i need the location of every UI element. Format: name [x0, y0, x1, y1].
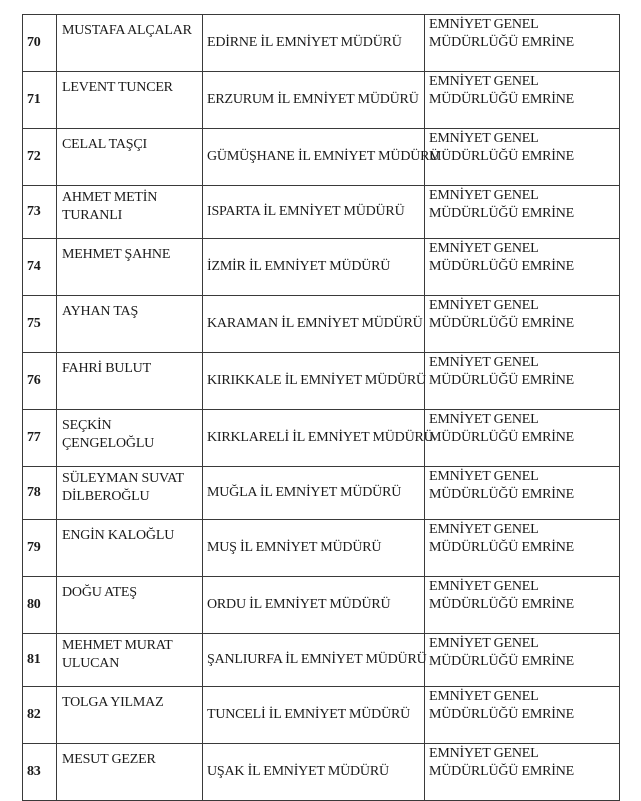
current-post: KARAMAN İL EMNİYET MÜDÜRÜ — [203, 296, 425, 353]
current-post: KIRIKKALE İL EMNİYET MÜDÜRÜ — [203, 353, 425, 410]
current-post: MUŞ İL EMNİYET MÜDÜRÜ — [203, 520, 425, 577]
current-post: GÜMÜŞHANE İL EMNİYET MÜDÜRÜ — [203, 129, 425, 186]
new-assignment-line: EMNİYET GENEL — [429, 298, 539, 313]
current-post: ŞANLIURFA İL EMNİYET MÜDÜRÜ — [203, 634, 425, 687]
row-number: 83 — [23, 744, 57, 801]
officer-name — [57, 577, 203, 634]
officer-name-line: MEHMET MURAT — [62, 638, 173, 653]
table-row — [23, 15, 620, 72]
new-assignment — [425, 634, 620, 687]
current-post: MUĞLA İL EMNİYET MÜDÜRÜ — [203, 467, 425, 520]
new-assignment-line: MÜDÜRLÜĞÜ EMRİNE — [429, 430, 574, 445]
officer-name — [57, 186, 203, 239]
table-row — [23, 687, 620, 744]
row-number: 75 — [23, 296, 57, 353]
row-number: 76 — [23, 353, 57, 410]
new-assignment-line: MÜDÜRLÜĞÜ EMRİNE — [429, 654, 574, 669]
officer-name — [57, 467, 203, 520]
officer-name — [57, 296, 203, 353]
table-row — [23, 520, 620, 577]
new-assignment-line: EMNİYET GENEL — [429, 579, 539, 594]
new-assignment-line: EMNİYET GENEL — [429, 412, 539, 427]
officer-name — [57, 520, 203, 577]
officer-name — [57, 15, 203, 72]
new-assignment-line: MÜDÜRLÜĞÜ EMRİNE — [429, 373, 574, 388]
row-number: 79 — [23, 520, 57, 577]
table-row — [23, 186, 620, 239]
new-assignment — [425, 186, 620, 239]
new-assignment-line: MÜDÜRLÜĞÜ EMRİNE — [429, 206, 574, 221]
officer-name-line: TURANLI — [62, 208, 123, 223]
current-post: ORDU İL EMNİYET MÜDÜRÜ — [203, 577, 425, 634]
row-number: 73 — [23, 186, 57, 239]
officer-name-line: LEVENT TUNCER — [62, 80, 173, 95]
new-assignment-line: EMNİYET GENEL — [429, 689, 539, 704]
table-row — [23, 467, 620, 520]
new-assignment-line: EMNİYET GENEL — [429, 636, 539, 651]
officer-name-line: ULUCAN — [62, 656, 120, 671]
new-assignment — [425, 687, 620, 744]
officer-name-line: SEÇKİN ÇENGELOĞLU — [62, 418, 155, 451]
new-assignment-line: EMNİYET GENEL — [429, 74, 539, 89]
new-assignment-line: MÜDÜRLÜĞÜ EMRİNE — [429, 149, 574, 164]
new-assignment-line: EMNİYET GENEL — [429, 188, 539, 203]
new-assignment-line: MÜDÜRLÜĞÜ EMRİNE — [429, 92, 574, 107]
officer-name — [57, 129, 203, 186]
new-assignment — [425, 72, 620, 129]
officer-name — [57, 410, 203, 467]
new-assignment-line: MÜDÜRLÜĞÜ EMRİNE — [429, 764, 574, 779]
new-assignment — [425, 520, 620, 577]
officer-name-line: MEHMET ŞAHNE — [62, 247, 171, 262]
appointment-table — [22, 14, 620, 801]
new-assignment-line: EMNİYET GENEL — [429, 469, 539, 484]
new-assignment-line: MÜDÜRLÜĞÜ EMRİNE — [429, 316, 574, 331]
new-assignment-line: MÜDÜRLÜĞÜ EMRİNE — [429, 35, 574, 50]
new-assignment — [425, 296, 620, 353]
current-post: UŞAK İL EMNİYET MÜDÜRÜ — [203, 744, 425, 801]
table-row — [23, 353, 620, 410]
row-number: 71 — [23, 72, 57, 129]
current-post: EDİRNE İL EMNİYET MÜDÜRÜ — [203, 15, 425, 72]
appointment-table-body — [23, 15, 620, 801]
table-row — [23, 634, 620, 687]
new-assignment-line: MÜDÜRLÜĞÜ EMRİNE — [429, 540, 574, 555]
officer-name — [57, 353, 203, 410]
table-row — [23, 577, 620, 634]
table-row — [23, 129, 620, 186]
officer-name-line: AHMET METİN — [62, 190, 158, 205]
current-post: ISPARTA İL EMNİYET MÜDÜRÜ — [203, 186, 425, 239]
row-number: 72 — [23, 129, 57, 186]
new-assignment — [425, 467, 620, 520]
current-post: ERZURUM İL EMNİYET MÜDÜRÜ — [203, 72, 425, 129]
officer-name — [57, 239, 203, 296]
officer-name-line: CELAL TAŞÇI — [62, 137, 147, 152]
new-assignment — [425, 577, 620, 634]
new-assignment — [425, 239, 620, 296]
row-number: 81 — [23, 634, 57, 687]
current-post: TUNCELİ İL EMNİYET MÜDÜRÜ — [203, 687, 425, 744]
row-number: 74 — [23, 239, 57, 296]
table-row — [23, 410, 620, 467]
officer-name-line: MUSTAFA ALÇALAR — [62, 23, 192, 38]
row-number: 80 — [23, 577, 57, 634]
row-number: 82 — [23, 687, 57, 744]
officer-name — [57, 687, 203, 744]
officer-name-line: DİLBEROĞLU — [62, 489, 150, 504]
new-assignment-line: MÜDÜRLÜĞÜ EMRİNE — [429, 707, 574, 722]
new-assignment — [425, 410, 620, 467]
officer-name-line: AYHAN TAŞ — [62, 304, 139, 319]
table-row — [23, 296, 620, 353]
new-assignment — [425, 744, 620, 801]
new-assignment-line: EMNİYET GENEL — [429, 746, 539, 761]
new-assignment — [425, 129, 620, 186]
row-number: 77 — [23, 410, 57, 467]
new-assignment-line: MÜDÜRLÜĞÜ EMRİNE — [429, 259, 574, 274]
officer-name — [57, 744, 203, 801]
new-assignment-line: EMNİYET GENEL — [429, 131, 539, 146]
row-number: 78 — [23, 467, 57, 520]
new-assignment-line: MÜDÜRLÜĞÜ EMRİNE — [429, 597, 574, 612]
officer-name-line: DOĞU ATEŞ — [62, 585, 137, 600]
table-row — [23, 72, 620, 129]
new-assignment-line: EMNİYET GENEL — [429, 522, 539, 537]
new-assignment-line: EMNİYET GENEL — [429, 241, 539, 256]
current-post: İZMİR İL EMNİYET MÜDÜRÜ — [203, 239, 425, 296]
new-assignment-line: EMNİYET GENEL — [429, 355, 539, 370]
officer-name-line: ENGİN KALOĞLU — [62, 528, 175, 543]
current-post: KIRKLARELİ İL EMNİYET MÜDÜRÜ — [203, 410, 425, 467]
officer-name-line: FAHRİ BULUT — [62, 361, 151, 376]
new-assignment — [425, 15, 620, 72]
row-number: 70 — [23, 15, 57, 72]
officer-name — [57, 72, 203, 129]
new-assignment — [425, 353, 620, 410]
officer-name-line: SÜLEYMAN SUVAT — [62, 471, 184, 486]
table-row — [23, 239, 620, 296]
officer-name-line: MESUT GEZER — [62, 752, 156, 767]
new-assignment-line: MÜDÜRLÜĞÜ EMRİNE — [429, 487, 574, 502]
officer-name-line: TOLGA YILMAZ — [62, 695, 164, 710]
officer-name — [57, 634, 203, 687]
table-row — [23, 744, 620, 801]
new-assignment-line: EMNİYET GENEL — [429, 17, 539, 32]
